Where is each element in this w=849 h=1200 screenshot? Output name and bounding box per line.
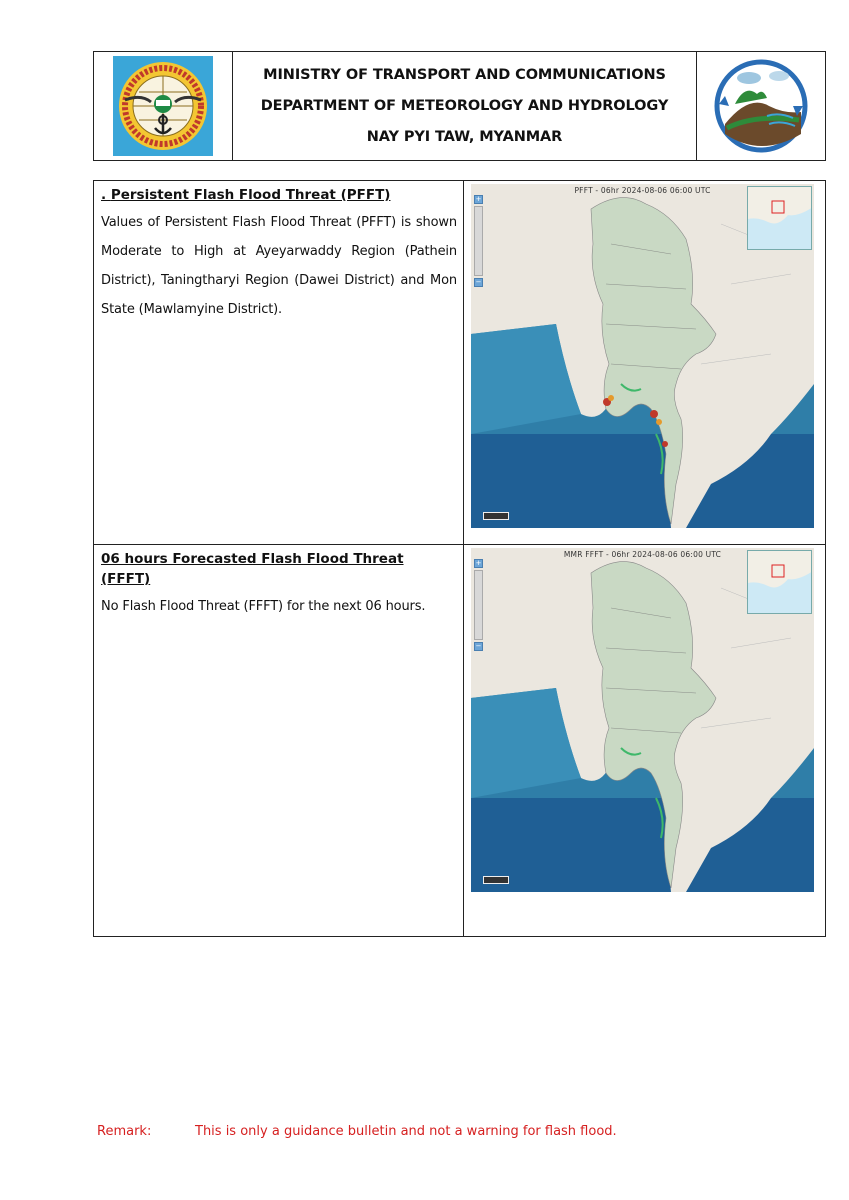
department-name: DEPARTMENT OF METEOROLOGY AND HYDROLOGY — [260, 97, 669, 114]
remark-line — [97, 1124, 617, 1139]
ffft-description: No Flash Flood Threat (FFFT) for the next 06 hours. — [101, 599, 426, 614]
ffft-zoom-control[interactable] — [474, 559, 483, 654]
pfft-row — [94, 181, 825, 545]
pfft-description: Values of Persistent Flash Flood Threat (PFFT) is shown Moderate to High at Ayeyarwaddy Region (Pathein District), Taningtharyi Region (Dawei District) and Mon State (Mawlamyine District). — [101, 215, 457, 317]
zoom-in-button[interactable]: + — [475, 559, 482, 567]
ffft-text-cell — [94, 545, 464, 936]
ministry-name: MINISTRY OF TRANSPORT AND COMMUNICATIONS — [263, 66, 666, 83]
pfft-map[interactable] — [471, 184, 814, 528]
pfft-text-cell — [94, 181, 464, 544]
zoom-slider[interactable] — [474, 206, 483, 276]
location-name: NAY PYI TAW, MYANMAR — [366, 128, 563, 145]
pfft-map-title: PFFT - 06hr 2024-08-06 06:00 UTC — [574, 186, 711, 195]
zoom-in-button[interactable]: + — [475, 195, 482, 203]
pfft-title — [101, 185, 457, 205]
pfft-map-cell — [464, 181, 825, 544]
ministry-emblem-icon — [111, 54, 215, 158]
pfft-overview-minimap[interactable] — [747, 186, 812, 250]
minimap-graphic — [748, 551, 812, 614]
pfft-title-text: Persistent Flash Flood Threat (PFFT) — [110, 187, 391, 203]
zoom-slider[interactable] — [474, 570, 483, 640]
ffft-scale-bar — [483, 876, 509, 884]
right-logo-cell — [696, 52, 825, 160]
minimap-graphic — [748, 187, 812, 250]
remark-label: Remark: — [97, 1124, 152, 1139]
ffft-map-title: MMR FFFT - 06hr 2024-08-06 06:00 UTC — [563, 550, 722, 559]
ffft-row — [94, 545, 825, 936]
zoom-out-button[interactable]: − — [475, 642, 482, 650]
ffft-overview-minimap[interactable] — [747, 550, 812, 614]
ffft-title: 06 hours Forecasted Flash Flood Threat (FFFT) — [101, 551, 404, 587]
bulletin-table — [93, 180, 826, 937]
header-title-block — [233, 52, 696, 160]
left-logo-cell — [94, 52, 233, 160]
bulletin-header — [93, 51, 826, 161]
ffft-map-cell — [464, 545, 825, 936]
pfft-prefix: . — [101, 187, 111, 203]
zoom-out-button[interactable]: − — [475, 278, 482, 286]
ffft-map[interactable] — [471, 548, 814, 892]
pfft-scale-bar — [483, 512, 509, 520]
water-cycle-logo-icon — [709, 54, 813, 158]
pfft-zoom-control[interactable] — [474, 195, 483, 290]
remark-text: This is only a guidance bulletin and not a warning for flash flood. — [195, 1124, 617, 1139]
